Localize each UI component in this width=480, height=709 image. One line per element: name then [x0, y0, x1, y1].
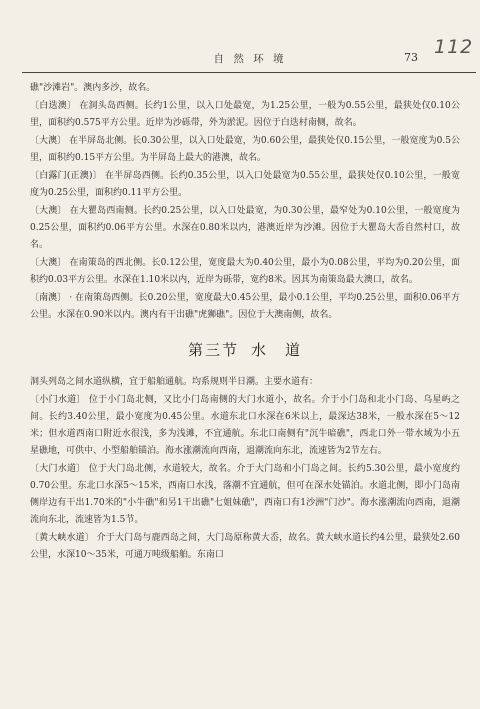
entry-text: 在大瞿岛西南侧。长约0.25公里，以入口处最宽，为0.30公里，最窄处为0.10公里，一般宽度为0.25公里，面积约0.06平方公里。水深在0.80米以内，港澳近岸为沙滩。因位于大瞿岛大岙自然村口，故名。 — [30, 206, 460, 250]
paragraph — [30, 133, 460, 167]
paragraph — [30, 203, 460, 254]
paragraph — [30, 461, 460, 529]
entry-text: 介于大门岛与鹿西岛之间，大门岛原称黄大岙，故名。黄大峡水道长约4公里，最狭处2.60公里，水深10～35米，可通万吨级船舶。东南口 — [30, 533, 460, 560]
paragraph — [30, 374, 460, 391]
header-rule — [22, 72, 476, 73]
entry-text: 礁"沙滩岩"。澳内多沙，故名。 — [30, 83, 156, 93]
paragraph — [30, 255, 460, 289]
entry-heading: 〔大澳〕 — [30, 258, 67, 268]
entry-heading: 〔大澳〕 — [30, 206, 67, 216]
paragraph — [30, 530, 460, 564]
section-heading: 水 道 — [251, 341, 303, 359]
paragraph — [30, 168, 460, 202]
entry-text: 在半屏岛北侧。长0.30公里，以入口处最宽，为0.60公里，最狭处仅0.15公里，一般宽度为0.5公里，面积约0.15平方公里。为半屏岛上最大的港澳，故名。 — [30, 136, 460, 163]
entry-text: 在半屏岛西侧。长约0.35公里，以入口处最宽为0.55公里，最狭处仅0.10公里，一般宽度为0.25公里，面积约0.11平方公里。 — [30, 171, 460, 198]
entry-heading: 〔南澳〕 — [30, 293, 67, 303]
handwritten-page-mark: 112 — [434, 36, 474, 58]
paragraph — [30, 80, 460, 97]
entry-text: 位于小门岛北侧，又比小门岛南侧的大门水道小，故名。介于小门岛和北小门岛、乌星屿之间。长约3.40公里，最小宽度为0.45公里。水道东北口水深在6米以上，最深达38米，一般水深在5～12米；但水道西南口附近水很浅，多为浅滩，不宜通航。东北口南侧有"沉牛暗礁"，西北口外一带水域为小五星礁地，可供中、小型船舶锚泊。海水涨潮流向西南，退潮流向东北，流速皆为2节左右。 — [30, 395, 460, 456]
paragraph — [30, 98, 460, 132]
page-number: 73 — [404, 51, 418, 64]
entry-heading: 〔大澳〕 — [30, 136, 67, 146]
entry-text: 在洞头岛西侧。长约1公里，以入口处最宽，为1.25公里，一般为0.55公里，最狭处仅0.10公里，面积约0.575平方公里。近岸为沙砾带，外为淤泥。因位于白迭村南侧，故名。 — [30, 101, 460, 128]
entry-text: 洞头列岛之间水道纵横，宜于船舶通航。均系规则半日潮。主要水道有： — [30, 377, 319, 387]
section-number: 第三节 — [187, 341, 239, 359]
entry-heading: 〔黄大峡水道〕 — [30, 533, 94, 543]
page-header — [0, 0, 480, 72]
entry-heading: 〔白露门(正澳)〕 — [30, 171, 102, 181]
page-content — [30, 80, 460, 565]
entry-heading: 〔白迭澳〕 — [30, 101, 77, 111]
paragraph — [30, 290, 460, 324]
entry-text: 位于大门岛北侧，水道较大，故名。介于大门岛和小门岛之间。长约5.30公里，最小宽度约0.70公里。东北口水深5～15米，西南口水浅，落潮不宜通航，但可在深水处锚泊。水道北侧，即小门岛南侧岸边有干出1.70米的"小牛礁"和另1干出礁"七姐妹礁"，西南口有1沙洲"门沙"。海水涨潮流向西南，退潮流向东北，流速皆为1.5节。 — [30, 464, 460, 525]
entry-heading: 〔大门水道〕 — [30, 464, 86, 474]
entry-heading: 〔小门水道〕 — [30, 395, 86, 405]
paragraph — [30, 392, 460, 460]
entry-text: 在南策岛的西北侧。长0.12公里，宽度最大为0.40公里，最小为0.08公里，平均为0.20公里，面积约0.03平方公里。水深在1.10米以内，近岸为砾带，宽约8米。因其为南策岛最大澳口，故名。 — [30, 258, 460, 285]
running-header-title: 自 然 环 境 — [213, 53, 287, 65]
section-title — [30, 338, 460, 362]
entry-text: · 在南策岛西侧。长0.20公里，宽度最大0.45公里，最小0.1公里，平均0.25公里，面积0.06平方公里。水深在0.90米以内。澳内有干出礁"虎狮礁"。因位于大澳南侧，故名。 — [30, 293, 460, 320]
